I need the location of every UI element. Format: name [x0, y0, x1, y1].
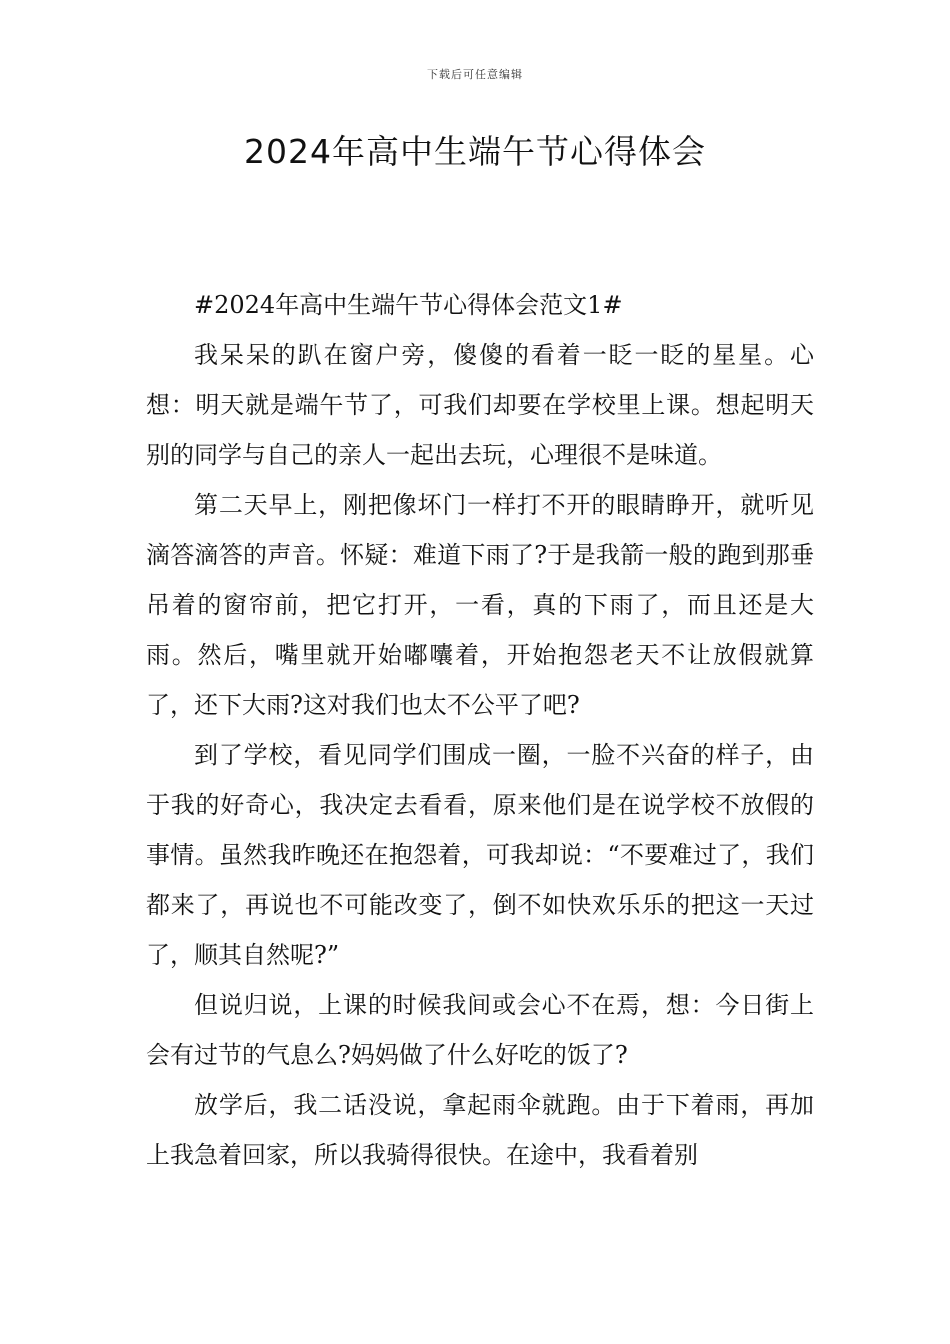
document-body [146, 280, 814, 1180]
document-title: 2024年高中生端午节心得体会 [244, 132, 706, 171]
paragraph-subtitle: #2024年高中生端午节心得体会范文1# [194, 291, 623, 319]
paragraph: 到了学校，看见同学们围成一圈，一脸不兴奋的样子，由于我的好奇心，我决定去看看，原来他们是在说学校不放假的事情。虽然我昨晚还在抱怨着，可我却说：“不要难过了，我们都来了，再说也不可能改变了，倒不如快欢乐乐的把这一天过了，顺其自然呢?” [146, 741, 814, 969]
paragraph: 但说归说，上课的时候我间或会心不在焉，想：今日街上会有过节的气息么?妈妈做了什么好吃的饭了? [146, 991, 814, 1069]
paragraph: 第二天早上，刚把像坏门一样打不开的眼睛睁开，就听见滴答滴答的声音。怀疑：难道下雨了?于是我箭一般的跑到那垂吊着的窗帘前，把它打开，一看，真的下雨了，而且还是大雨。然后，嘴里就开始嘟囔着，开始抱怨老天不让放假就算了，还下大雨?这对我们也太不公平了吧? [146, 491, 814, 719]
paragraph: 我呆呆的趴在窗户旁，傻傻的看着一眨一眨的星星。心想：明天就是端午节了，可我们却要在学校里上课。想起明天别的同学与自己的亲人一起出去玩，心理很不是味道。 [146, 341, 814, 469]
header-note: 下载后可任意编辑 [427, 68, 523, 81]
paragraph: 放学后，我二话没说，拿起雨伞就跑。由于下着雨，再加上我急着回家，所以我骑得很快。在途中，我看着别 [146, 1091, 814, 1169]
